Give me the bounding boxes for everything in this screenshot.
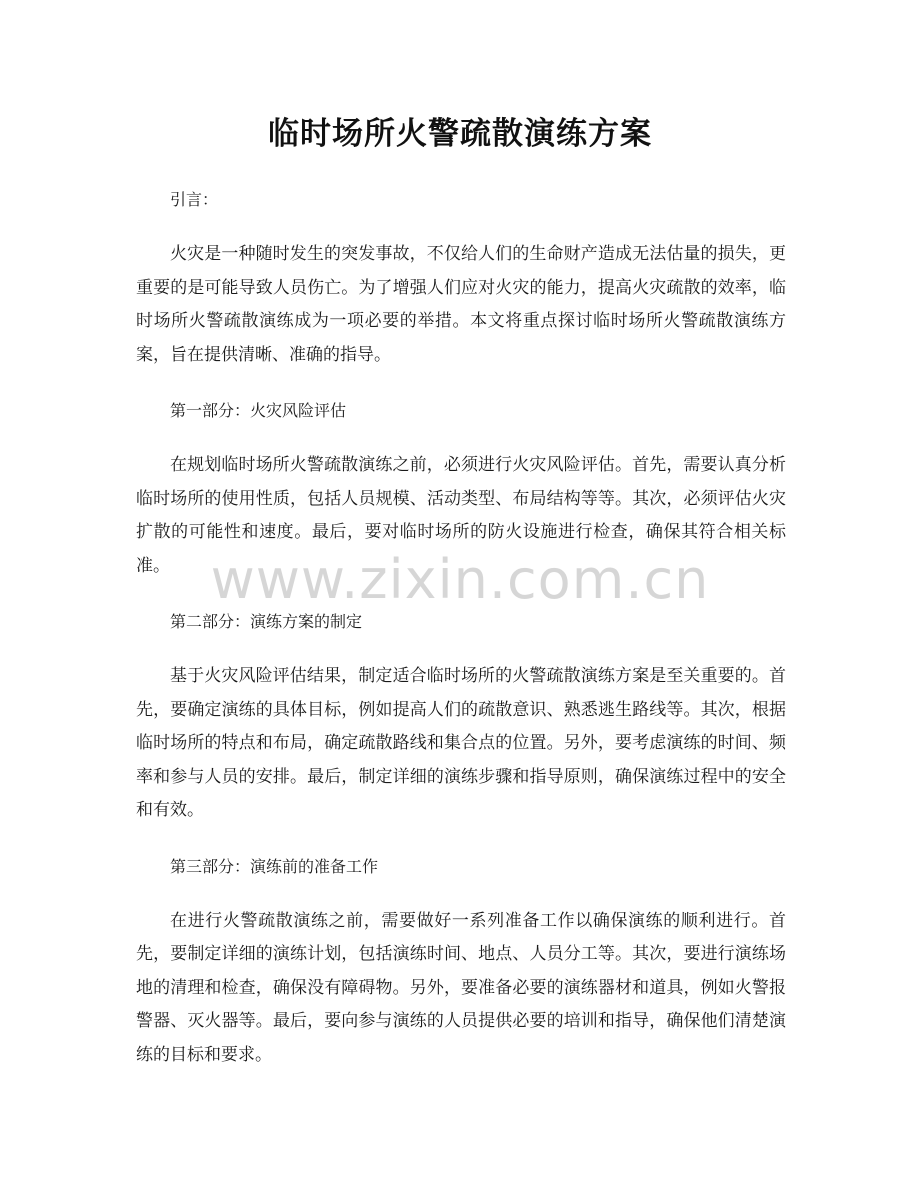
paragraph-part3: 在进行火警疏散演练之前，需要做好一系列准备工作以确保演练的顺利进行。首先，要制定详细的演练计划，包括演练时间、地点、人员分工等。其次，要进行演练场地的清理和检查，确保没有障碍物。另外，要准备必要的演练器材和道具，例如火警报警器、灭火器等。最后，要向参与演练的人员提供必要的培训和指导，确保他们清楚演练的目标和要求。 (136, 910, 786, 1065)
watermark-text: www.zixin.com.cn (210, 548, 710, 611)
section-heading-part2: 第二部分：演练方案的制定 (170, 612, 363, 631)
paragraph-intro: 火灾是一种随时发生的突发事故，不仅给人们的生命财产造成无法估量的损失，更重要的是可能导致人员伤亡。为了增强人们应对火灾的能力，提高火灾疏散的效率，临时场所火警疏散演练成为一项必要的举措。本文将重点探讨临时场所火警疏散演练方案，旨在提供清晰、准确的指导。 (136, 244, 786, 365)
section-heading-part1: 第一部分：火灾风险评估 (170, 401, 347, 420)
document-body (136, 183, 786, 1072)
section-heading-intro: 引言： (170, 190, 219, 209)
paragraph-part1: 在规划临时场所火警疏散演练之前，必须进行火灾风险评估。首先，需要认真分析临时场所的使用性质，包括人员规模、活动类型、布局结构等等。其次，必须评估火灾扩散的可能性和速度。最后，要对临时场所的防火设施进行检查，确保其符合相关标准。 (136, 455, 786, 576)
section-heading-part3: 第三部分：演练前的准备工作 (170, 856, 379, 876)
paragraph-part2: 基于火灾风险评估结果，制定适合临时场所的火警疏散演练方案是至关重要的。首先，要确定演练的具体目标，例如提高人们的疏散意识、熟悉逃生路线等。其次，根据临时场所的特点和布局，确定疏散路线和集合点的位置。另外，要考虑演练的时间、频率和参与人员的安排。最后，制定详细的演练步骤和指导原则，确保演练过程中的安全和有效。 (136, 666, 786, 820)
document-title: 临时场所火警疏散演练方案 (268, 116, 652, 152)
